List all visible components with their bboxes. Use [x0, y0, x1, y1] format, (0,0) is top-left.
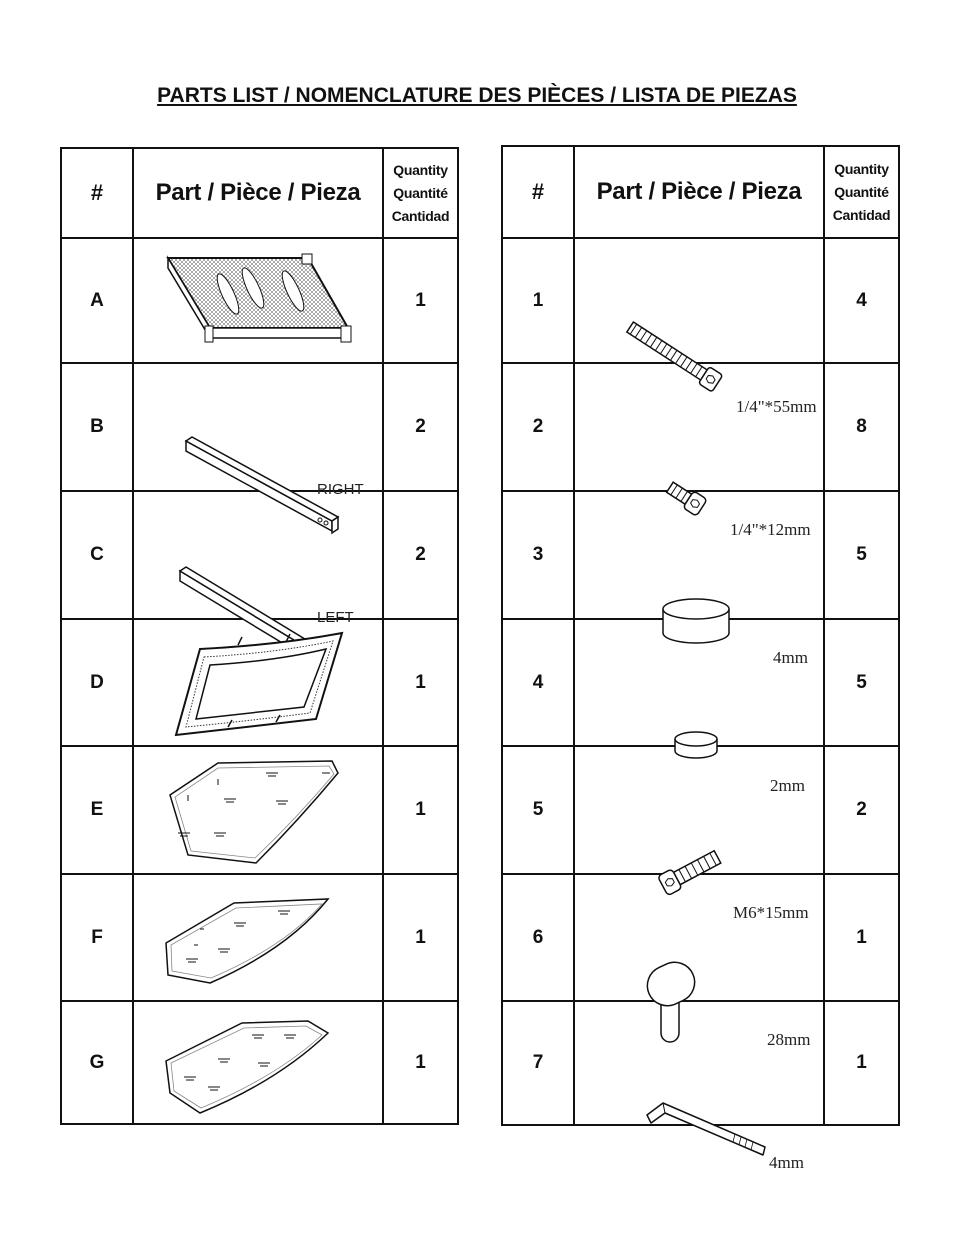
part-label: LEFT: [317, 609, 354, 626]
table-row: [61, 363, 458, 491]
part-label: M6*15mm: [733, 903, 809, 922]
header-quantity-fr: Quantité: [834, 183, 889, 200]
part-quantity: 1: [383, 874, 458, 1001]
header-quantity-es: Cantidad: [832, 206, 891, 223]
glass-shelf-medium-icon: [158, 879, 358, 997]
part-image-cell: [133, 619, 383, 746]
part-quantity: 2: [383, 363, 458, 491]
part-label: 4mm: [769, 1153, 804, 1172]
part-quantity: 5: [824, 491, 899, 619]
part-label: 4mm: [773, 648, 808, 667]
part-label: 1/4"*55mm: [736, 396, 817, 416]
header-part: Part / Pièce / Pieza: [133, 148, 383, 238]
table-row: [502, 238, 899, 363]
header-quantity: [383, 148, 458, 238]
part-quantity: 2: [383, 491, 458, 619]
table-row: [61, 874, 458, 1001]
part-quantity: 1: [383, 1001, 458, 1124]
curved-glass-frame-icon: [158, 623, 358, 743]
part-id: D: [61, 619, 133, 746]
part-id: 3: [502, 491, 574, 619]
part-id: 6: [502, 874, 574, 1001]
header-number: #: [502, 146, 574, 238]
part-id: F: [61, 874, 133, 1001]
parts-table-left: [60, 147, 459, 1125]
page-title: PARTS LIST / NOMENCLATURE DES PIÈCES / LISTA DE PIEZAS: [157, 84, 797, 107]
part-image-cell: [133, 874, 383, 1001]
part-id: 1: [502, 238, 574, 363]
part-id: A: [61, 238, 133, 363]
part-quantity: 2: [824, 746, 899, 874]
header-part: Part / Pièce / Pieza: [574, 146, 824, 238]
part-label: 1/4"*12mm: [730, 520, 811, 539]
header-quantity-en: Quantity: [834, 160, 889, 177]
glass-shelf-small-icon: [158, 1005, 358, 1121]
part-quantity: 1: [383, 746, 458, 874]
part-image-cell: [133, 1001, 383, 1124]
header-quantity-es: Cantidad: [391, 207, 450, 224]
part-quantity: 1: [824, 874, 899, 1001]
part-id: G: [61, 1001, 133, 1124]
table-row: [61, 619, 458, 746]
part-quantity: 8: [824, 363, 899, 491]
part-quantity: 5: [824, 619, 899, 746]
table-row: [61, 238, 458, 363]
part-id: 7: [502, 1001, 574, 1125]
part-quantity: 1: [383, 619, 458, 746]
table-header-row: [502, 146, 899, 238]
part-image-cell: [133, 363, 383, 498]
header-number: #: [61, 148, 133, 238]
table-row: [61, 1001, 458, 1124]
table-row: [61, 746, 458, 874]
part-label: 28mm: [767, 1029, 811, 1049]
part-id: B: [61, 363, 133, 491]
part-id: 5: [502, 746, 574, 874]
part-image-cell: [133, 238, 383, 363]
table-header-row: [61, 148, 458, 238]
part-label: RIGHT: [317, 481, 364, 498]
header-quantity-en: Quantity: [393, 161, 448, 178]
header-quantity: [824, 146, 899, 238]
part-quantity: 1: [383, 238, 458, 363]
mesh-shelf-frame-icon: [158, 246, 358, 356]
part-quantity: 1: [824, 1001, 899, 1125]
part-image-cell: [133, 746, 383, 874]
header-quantity-fr: Quantité: [393, 184, 448, 201]
parts-table-right: [501, 145, 900, 1172]
part-id: C: [61, 491, 133, 619]
part-id: 2: [502, 363, 574, 491]
part-image-cell: [574, 238, 824, 416]
part-id: 4: [502, 619, 574, 746]
glass-shelf-large-icon: [158, 751, 358, 869]
part-id: E: [61, 746, 133, 874]
part-label: 2mm: [770, 775, 805, 795]
part-quantity: 4: [824, 238, 899, 363]
